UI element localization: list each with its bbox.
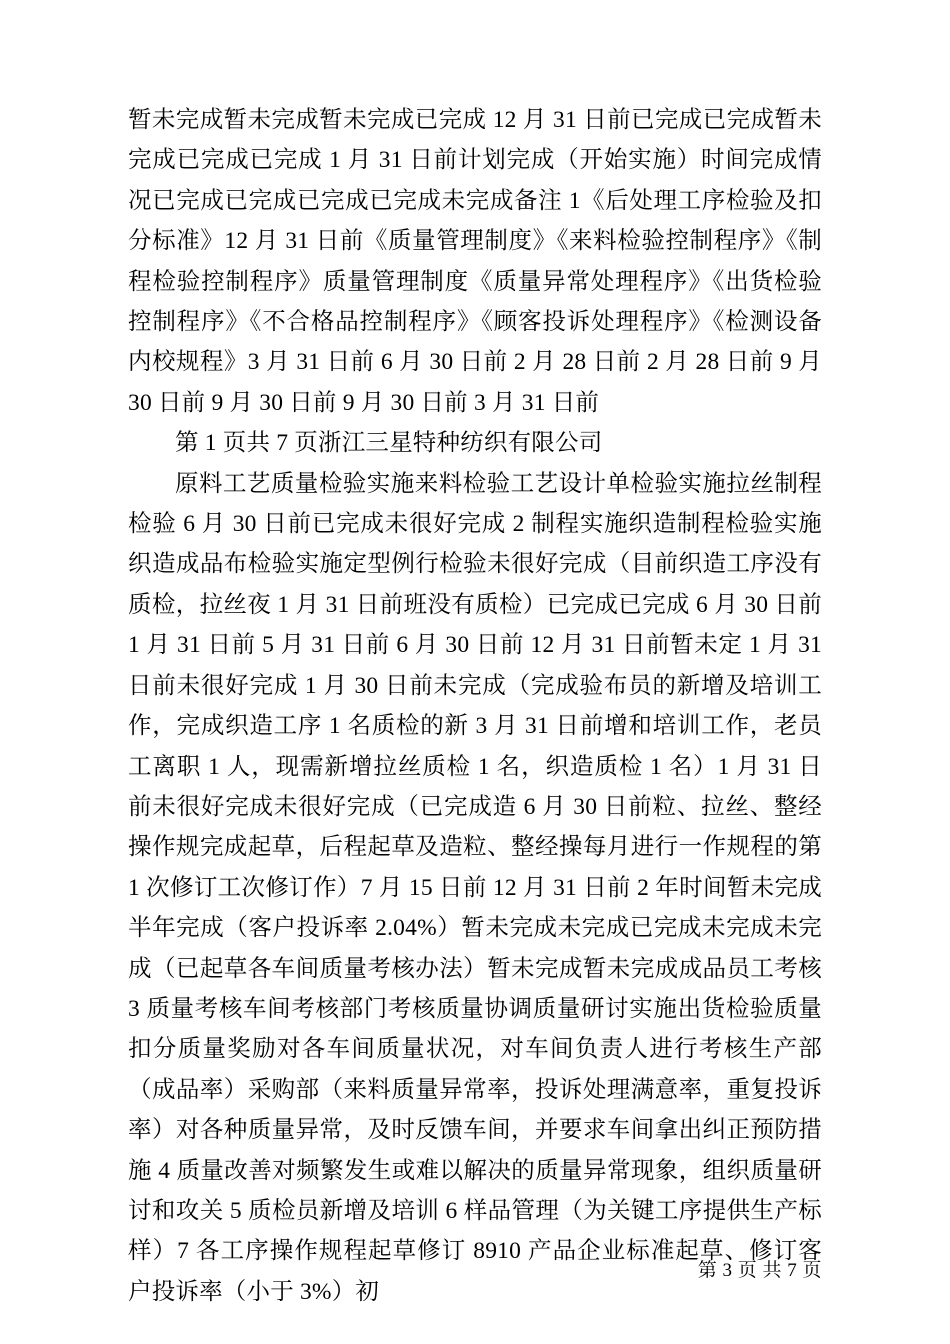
paragraph-3: 原料工艺质量检验实施来料检验工艺设计单检验实施拉丝制程检验 6 月 30 日前已完成未很好完成 2 制程实施织造制程检验实施织造成品布检验实施定型例行检验未很好完成（目前织造工序没有质检，拉丝夜 1 月 31 日前班没有质检）已完成已完成 6 月 30 日前 1 月 31 日前 5 月 31 日前 6 月 30 日前 12 月 31 日前暂未定 1 月 31 日前未很好完成 1 月 30 日前未完成（完成验布员的新增及培训工作，完成织造工序 1 名质检的新 3 月 31 日前增和培训工作，老员工离职 1 人，现需新增拉丝质检 1 名，织造质检 1 名）1 月 31 日前未很好完成未很好完成（已完成造 6 月 30 日前粒、拉丝、整经操作规完成起草，后程起草及造粒、整经操每月进行一作规程的第 1 次修订工次修订作）7 月 15 日前 12 月 31 日前 2 年时间暂未完成半年完成（客户投诉率 2.04%）暂未完成未完成已完成未完成未完成（已起草各车间质量考核办法）暂未完成暂未完成成品员工考核 3 质量考核车间考核部门考核质量协调质量研讨实施出货检验质量扣分质量奖励对各车间质量状况，对车间负责人进行考核生产部（成品率）采购部（来料质量异常率，投诉处理满意率，重复投诉率）对各种质量异常，及时反馈车间，并要求车间拿出纠正预防措施 4 质量改善对频繁发生或难以解决的质量异常现象，组织质量研讨和攻关 5 质检员新增及培训 6 样品管理（为关键工序提供生产标样）7 各工序操作规程起草修订 8910 产品企业标准起草、修订客户投诉率（小于 3%）初: [128, 470, 822, 1305]
page-footer: 第 3 页 共 7 页: [697, 1260, 822, 1281]
paragraph-2: 第 1 页共 7 页浙江三星特种纺织有限公司: [175, 430, 603, 457]
document-body: [128, 100, 822, 1312]
paragraph-1: 暂未完成暂未完成暂未完成已完成 12 月 31 日前已完成已完成暂未完成已完成已完成 1 月 31 日前计划完成（开始实施）时间完成情况已完成已完成已完成已完成未完成备注 1《后处理工序检验及扣分标准》12 月 31 日前《质量管理制度》《来料检验控制程序》《制程检验控制程序》质量管理制度《质量异常处理程序》《出货检验控制程序》《不合格品控制程序》《顾客投诉处理程序》《检测设备内校规程》3 月 31 日前 6 月 30 日前 2 月 28 日前 2 月 28 日前 9 月 30 日前 9 月 30 日前 9 月 30 日前 3 月 31 日前: [128, 107, 822, 416]
